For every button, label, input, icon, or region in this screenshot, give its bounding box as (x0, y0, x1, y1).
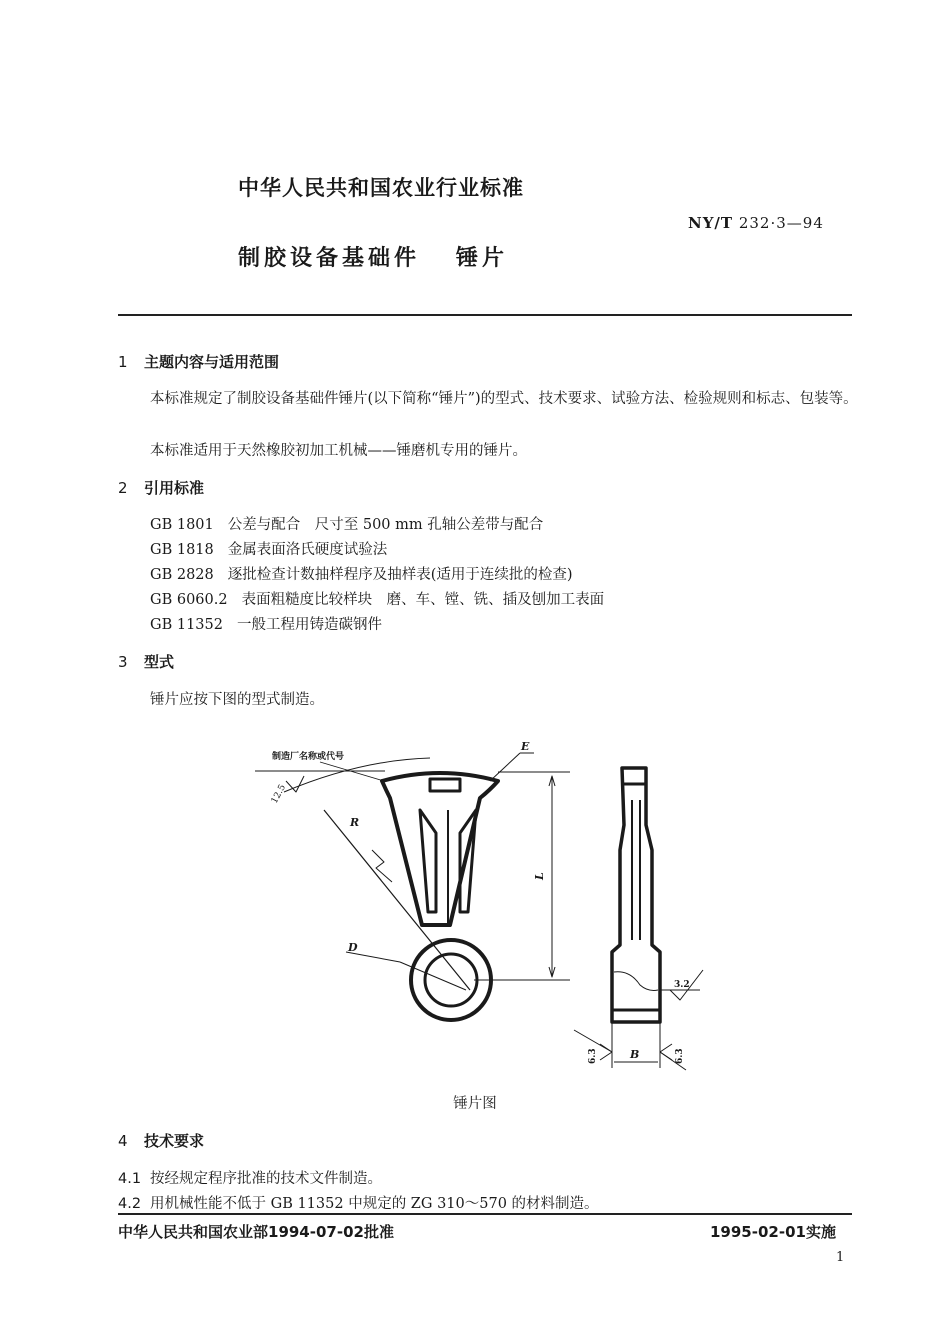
subtitle-main: 制胶设备基础件 (238, 246, 421, 271)
roughness-12-5-label: 12.5 (269, 783, 289, 806)
reference-name: 表面粗糙度比较样块 磨、车、镗、铣、插及刨加工表面 (241, 592, 605, 608)
reference-name: 一般工程用铸造碳钢件 (236, 617, 382, 633)
section-3-text: 锤片应按下图的型式制造。 (150, 692, 324, 708)
reference-name: 逐批检查计数抽样程序及抽样表(适用于连续批的检查) (227, 567, 573, 583)
maker-name-label: 制造厂名称或代号 (272, 752, 345, 762)
section-title: 型式 (144, 653, 175, 671)
clause-text: 用机械性能不低于 GB 11352 中规定的 ZG 310～570 的材料制造。 (150, 1196, 599, 1212)
left-web-slot (420, 810, 436, 912)
reference-code: GB 1801 (150, 517, 214, 533)
clause-number: 4.1 (118, 1171, 142, 1187)
clause-text: 按经规定程序批准的技术文件制造。 (150, 1171, 382, 1187)
diameter-d-label: D (348, 941, 358, 954)
roughness-6-3-left-label: 6.3 (588, 1048, 598, 1064)
section-number: 3 (118, 653, 128, 671)
page-number: 1 (836, 1250, 845, 1265)
document-title: 中华人民共和国农业行业标准 (238, 176, 524, 200)
footer-divider (118, 1213, 852, 1215)
clause-number: 4.2 (118, 1196, 142, 1212)
roughness-6-3-right-label: 6.3 (675, 1048, 685, 1064)
front-view (255, 753, 570, 1020)
reference-code: GB 2828 (150, 567, 214, 583)
section-1-paragraph-1: 本标准规定了制胶设备基础件锤片(以下简称“锤片”)的型式、技术要求、试验方法、检验规则和标志、包装等。 (150, 391, 858, 407)
clause-4-2 (118, 1192, 599, 1213)
section-title: 主题内容与适用范围 (144, 353, 280, 371)
approval-line: 中华人民共和国农业部1994-07-02批准 (118, 1223, 394, 1241)
subtitle-part: 锤片 (456, 246, 509, 271)
section-number: 4 (118, 1132, 128, 1150)
section-number: 2 (118, 479, 128, 497)
section-title: 技术要求 (144, 1132, 205, 1150)
length-l-label: L (533, 872, 546, 880)
radius-r-label: R (350, 816, 360, 829)
section-1-paragraph-2: 本标准适用于天然橡胶初加工机械——锤磨机专用的锤片。 (150, 443, 527, 459)
right-web-slot (460, 810, 476, 912)
maker-mark-plate (430, 779, 460, 791)
side-break-line (614, 972, 658, 991)
e-leader-line (490, 753, 520, 781)
roughness-3-2-label: 3.2 (674, 980, 690, 990)
section-4-heading (118, 1130, 204, 1151)
reference-name: 金属表面洛氏硬度试验法 (227, 542, 388, 558)
break-line (372, 850, 392, 882)
section-title: 引用标准 (144, 479, 205, 497)
standard-code-number: 232·3—94 (738, 214, 824, 232)
clause-4-1 (118, 1167, 382, 1188)
roughness-symbol-6-3-right (660, 1044, 672, 1060)
side-view-outline (612, 768, 660, 1022)
dimension-e-label: E (521, 740, 530, 753)
standard-code-prefix: NY/T (688, 214, 734, 232)
section-number: 1 (118, 353, 128, 371)
width-b-label: B (630, 1048, 640, 1061)
reference-code: GB 6060.2 (150, 592, 228, 608)
eye-bore (425, 954, 477, 1006)
reference-name: 公差与配合 尺寸至 500 mm 孔轴公差带与配合 (227, 517, 544, 533)
side-view (574, 768, 703, 1070)
figure-caption: 锤片图 (453, 1096, 497, 1112)
effective-line: 1995-02-01实施 (710, 1223, 836, 1241)
reference-code: GB 11352 (150, 617, 223, 633)
reference-code: GB 1818 (150, 542, 214, 558)
